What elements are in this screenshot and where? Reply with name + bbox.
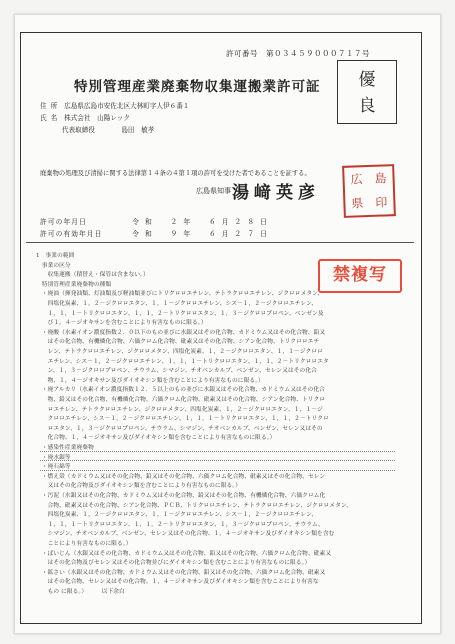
permit-number: 許可番号 第０３４５９０００７１７号 <box>226 49 370 58</box>
seal-char: 印 <box>375 195 388 210</box>
scope-line: エチレン、シス－１，２－ジクロロエチレン、１，１，１－トリクロロエタン、１，１，２－トリクロロエタ <box>36 358 329 365</box>
expiry-date-value: 令和 ９年 ６月２７日 <box>132 230 273 238</box>
name-label: 氏名 <box>40 114 62 122</box>
scope-line: び１，４－ジオキサンを含むことにより有害なものに限る。） <box>36 320 207 327</box>
scope-line: はその化合物、有機燐化合物、六価クロム化合物、砒素又はその化合物、シアン化合物、トリクロロエチ <box>36 339 320 346</box>
governor-title: 広島県知事 <box>196 187 231 195</box>
permit-date-row <box>40 216 273 226</box>
scope-line: 収集運搬（積替え・保管は含まない。） <box>36 272 149 279</box>
address-row <box>40 100 189 110</box>
scope-line: ・廃石綿等 <box>36 464 71 471</box>
scope-line: 事業の区分 <box>36 262 71 269</box>
scope-line: 1 事業の範囲 <box>36 253 75 259</box>
certification-statement: 廃棄物の処理及び清掃に関する法律第１４条の４第１項の許可を受けた者であることを証する。 <box>40 170 311 177</box>
scope-line: 四塩化炭素、１，２－ジクロロエタン、１，１－ジクロロエチレン、シス－１，２－ジクロロエチレン、 <box>36 301 318 307</box>
address-value: 広島県広島市安佐北区大林町字人伊６番１ <box>64 102 190 110</box>
scope-line: ・感染性産業廃棄物 <box>36 445 94 451</box>
scope-line: 物、１，４－ジオキサン及びダイオキシン類を含むことにより有害なものに限る。） <box>36 377 264 384</box>
scope-line: 又はその化合物及びダイオキシン類を含むことにより有害なものに限る。） <box>36 483 242 490</box>
permit-date-label: 許可の年月日 <box>40 218 87 226</box>
scope-line: シマジン、チオベンカルブ、ベンゼン、セレン又はその化合物、１，４－ジオキサン及びダイオキシン類を含む <box>36 531 335 538</box>
scope-line: はその化合物及びセレン又はその化合物並びにダイオキシン類を含むことにより有害なものに限る。） <box>36 560 311 567</box>
scope-line: ロエチレン、テトラクロロエチレン、ジクロロメタン、四塩化炭素、１，２－ジクロロエタン、１，１－ジ <box>36 406 323 413</box>
excellence-badge-char-2: 良 <box>358 96 376 116</box>
scope-line: レン、テトラクロロエチレン、ジクロロメタン、四塩化炭素、１，２－ジクロロエタン、１，１－ジクロロ <box>36 349 323 355</box>
scope-line: ・鉱さい（水銀又はその化合物、カドミウム又はその化合物、鉛又はその化合物、六価クロム化合物、砒素又 <box>36 569 326 576</box>
scope-line: ・ばいじん（水銀又はその化合物、カドミウム又はその化合物、鉛又はその化合物、六価クロム化合物、砒素又 <box>36 550 332 557</box>
scope-line: ことにより有害なものに限る。） <box>36 541 132 547</box>
scope-line: ・廃酸（水素イオン濃度指数２．０以下のもの並びに水銀又はその化合物、カドミウム又はその化合物、鉛又 <box>36 329 326 336</box>
scope-line: 四塩化炭素、１，２－ジクロロエタン、１，１－ジクロロエチレン、シス－１，２－ジクロロエチレン、 <box>36 512 318 519</box>
scope-line: もの に限る。） 以下余白 <box>36 589 125 595</box>
scope-line: 物、鉛又はその化合物、有機燐化合物、六価クロム化合物、砒素又はその化合物、シアン化合物、トリクロ <box>36 397 326 403</box>
scope-line: １，１，１－トリクロロエタン、１，１，２－トリクロロエタン、１，３－ジクロロプロペン、ベンゼン及 <box>36 310 324 317</box>
certificate-title: 特別管理産業廃棄物収集運搬業許可証 <box>74 79 321 95</box>
scope-line: ・燃え殻（カドミウム又はその化合物、鉛又はその化合物、六価クロム化合物、砒素又はその化合物、セレン <box>36 473 326 480</box>
scope-line: はその化合物、セレン又はその化合物、１，４－ジオキサン及びダイオキシン類を含むことにより有害な <box>36 579 319 586</box>
scope-line: ・廃水銀等 <box>36 454 71 461</box>
scope-line: 合物、砒素又はその化合物、シアン化合物、ＰＣＢ、トリクロロエチレン、テトラクロロエチレン、ジクロロメタン、 <box>36 502 352 509</box>
expiry-date-row <box>40 228 273 238</box>
address-label: 住所 <box>40 102 62 110</box>
scope-line: 特別管理産業廃棄物の種類 <box>36 281 112 288</box>
name-value: 株式会社 山陽レック <box>64 114 130 122</box>
seal-char: 県 <box>351 196 364 211</box>
scope-line: ロエタン、１，３－ジクロロプロペン、チウラム、シマジン、チオベンカルブ、ベンゼン、セレン又はその <box>36 425 323 432</box>
governor-name: 湯﨑英彦 <box>232 183 320 203</box>
seal-char: 広 <box>350 172 363 187</box>
item-separator <box>40 470 395 471</box>
representative-row: 代表取締役 島田 敏孝 <box>62 126 155 134</box>
permit-date-value: 令和 ２年 ６月２８日 <box>132 218 273 226</box>
item-separator <box>40 460 395 461</box>
name-row <box>40 112 130 122</box>
excellence-badge <box>337 60 397 124</box>
scope-line: １，１，１－トリクロロエタン、１，１，２－トリクロロエタン、１，３－ジクロロプロペン、チウラム、 <box>36 521 324 528</box>
official-seal <box>342 164 396 218</box>
item-separator <box>40 451 395 452</box>
scope-line: ・廃油（揮発油類、灯油類及び軽油類並びにトリクロロエチレン、テトラクロロエチレン、ジクロロメタン、 <box>36 291 324 298</box>
scope-line: ン、１，３－ジクロロプロペン、チウラム、シマジン、チオベンカルブ、ベンゼン、セレン又はその化合 <box>36 368 317 375</box>
no-copy-stamp: 禁複写 <box>318 259 402 293</box>
expiry-date-label: 許可の有効年月日 <box>40 230 103 238</box>
scope-line: ・汚泥（水銀又はその化合物、カドミウム又はその化合物、鉛又はその化合物、有機燐化合物、六価クロム化 <box>36 493 326 499</box>
excellence-badge-char-1: 優 <box>358 70 376 90</box>
scope-line: 化合物、１，４－ジオキサン及びダイオキシン類を含むことにより有害なものに限る。） <box>36 435 276 442</box>
scope-line: ・廃アルカリ（水素イオン濃度指数１２．５以上のもの並びに水銀又はその化合物、カドミウム又はその化合 <box>36 387 325 394</box>
seal-char: 島 <box>374 171 387 186</box>
scope-line: クロロエチレン、シス－１，２－ジクロロエチレン、１，１，１－トリクロロエタン、１，１，２－トリクロ <box>36 416 329 423</box>
